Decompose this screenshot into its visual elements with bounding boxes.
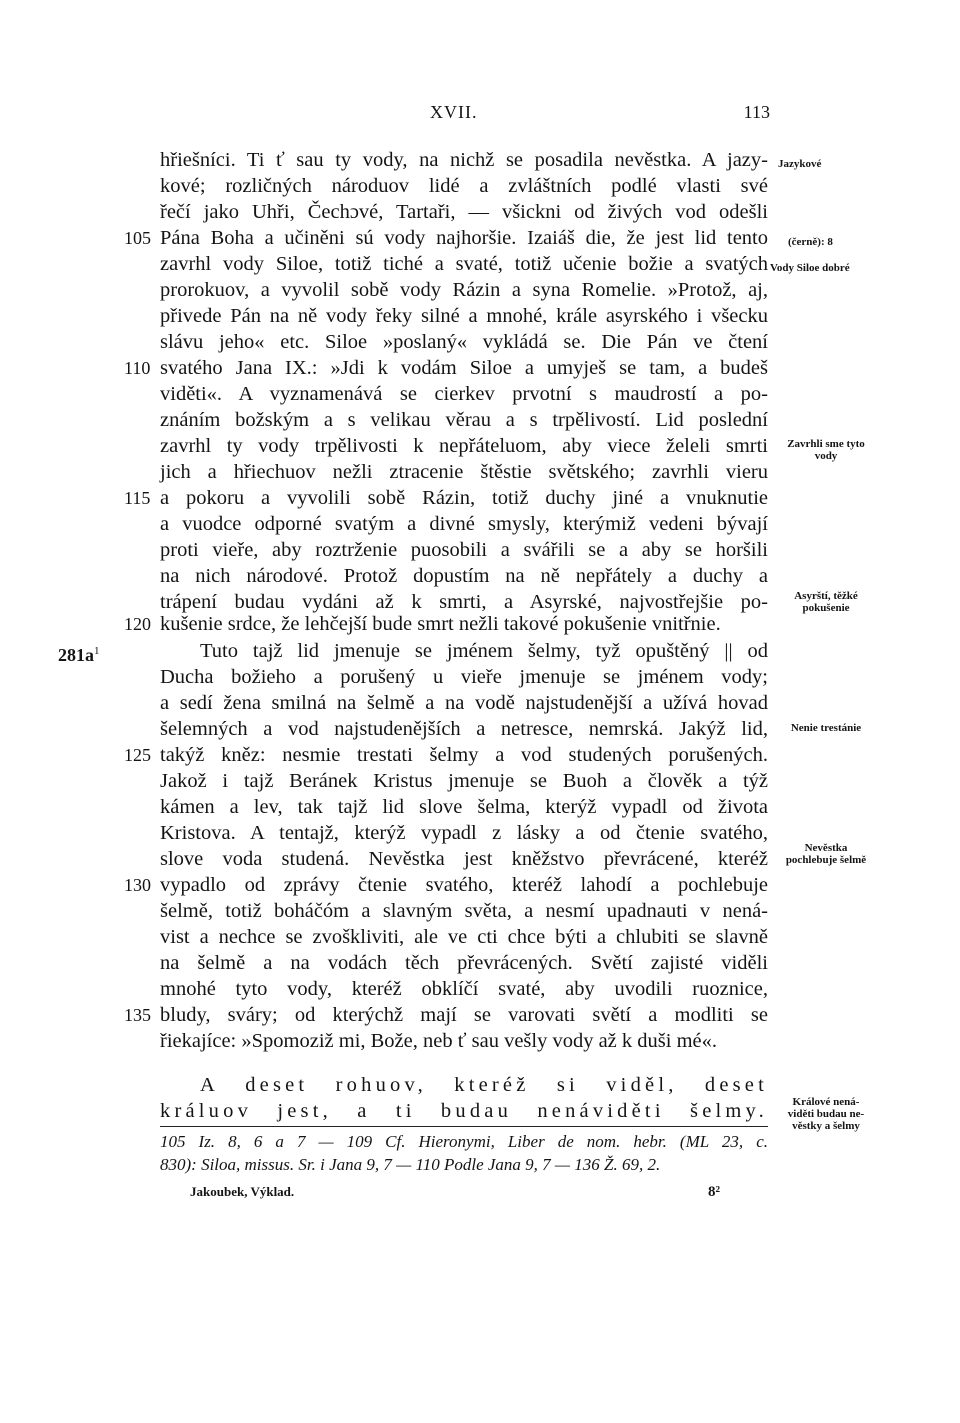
text-line: vist a nechce se zvoškliviti, ale ve cti chce býti a chlubiti se slavně <box>160 926 768 948</box>
footnote-line: 105 Iz. 8, 6 a 7 — 109 Cf. Hieronymi, Liber de nom. hebr. (ML 23, c. <box>160 1132 768 1151</box>
text-line: jich a hřiechuov nežli ztracenie štěstie světského; zavrhli vieru <box>160 461 768 483</box>
text-line: A deset rohuov, kteréž si viděl, deset <box>200 1074 768 1096</box>
margin-note: Zavrhli sme tyto vody <box>787 438 865 462</box>
margin-note: Nevěstka pochlebuje šelmě <box>785 842 867 866</box>
text-line: vypadlo od zprávy čtenie svatého, kteréž lahodí a pochlebuje <box>160 874 768 896</box>
line-number: 130 <box>124 875 151 895</box>
folio-mark <box>58 638 100 664</box>
text-line: Jakož i tajž Beránek Kristus jmenuje se Buoh a člověk a týž <box>160 770 768 792</box>
margin-note: Nenie trestánie <box>790 722 862 734</box>
line-number: 110 <box>124 358 151 378</box>
text-line: slove voda studená. Nevěstka jest kněžstvo převrácené, kteréž <box>160 848 768 870</box>
text-line: zavrhl vody Siloe, totiž tiché a svaté, totiž učenie božie a svatých <box>160 253 768 275</box>
text-line: bludy, sváry; od kterýchž mají se varovati světí a modliti se <box>160 1004 768 1026</box>
line-number: 120 <box>124 614 151 634</box>
imprint-title: Jakoubek, Výklad. <box>190 1184 295 1199</box>
text-line: přivede Pán na ně vody řeky silné a mnohé, krále asyrského i všecku <box>160 305 768 327</box>
text-line: kušenie srdce, že lehčejší bude smrt nežli takové pokušenie vnitřnie. <box>160 613 721 635</box>
footnote-rule <box>160 1126 768 1127</box>
folio-superscript: 1 <box>94 645 100 657</box>
text-line: zavrhl ty vody trpělivosti k nepřáteluom, aby viece želeli smrti <box>160 435 768 457</box>
text-line: hřiešníci. Ti ť sau ty vody, na nichž se posadila nevěstka. A jazy- <box>160 149 768 171</box>
text-line: Pána Boha a učiněni sú vody najhoršie. Izaiáš die, že jest lid tento <box>160 227 768 249</box>
line-number: 125 <box>124 745 151 765</box>
text-line: Tuto tajž lid jmenuje se jménem šelmy, tyž opuštěný || od <box>200 640 768 662</box>
text-line: trápení budau vydáni až k smrti, a Asyrské, najvostřejšie po- <box>160 591 768 613</box>
imprint <box>160 1184 768 1206</box>
text-line: na nich národové. Protož dopustím na ně nepřátely a duchy a <box>160 565 768 587</box>
text-line: proti vieře, aby roztrženie puosobili a svářili se a aby se horšili <box>160 539 768 561</box>
text-line: kové; rozličných národuov lidé a zvláštních podlé vlasti své <box>160 175 768 197</box>
page-number: 113 <box>743 102 770 122</box>
text-line: a pokoru a vyvolili sobě Rázin, totiž duchy jiné a vnuknutie <box>160 487 768 509</box>
text-line: Ducha božieho a porušený u vieře jmenuje se jménem vody; <box>160 666 768 688</box>
text-line: Kristova. A tentajž, kterýž vypadl z lásky a od čtenie svatého, <box>160 822 768 844</box>
text-line: slávu jeho« etc. Siloe »poslaný« vykládá se. Die Pán ve čtení <box>160 331 768 353</box>
text-line: viděti«. A vyznamenává se cierkev prvotní s maudrostí a po- <box>160 383 768 405</box>
text-line: králuov jest, a ti budau nenáviděti šelmy. <box>160 1100 768 1122</box>
margin-note: Králové nená- viděti budau ne- věstky a šelmy <box>787 1096 865 1132</box>
text-line: kámen a lev, tak tajž lid slove šelma, kterýž vypadl od života <box>160 796 768 818</box>
text-line: mnohé tyto vody, kteréž obklíčí svaté, aby uvodili ruoznice, <box>160 978 768 1000</box>
line-number: 105 <box>124 228 151 248</box>
signature-mark: 8² <box>708 1184 720 1200</box>
text-line: znáním božským a s velikau věrau a s trpělivostí. Lid poslední <box>160 409 768 431</box>
text-line: svatého Jana IX.: »Jdi k vodám Siloe a umyješ se tam, a budeš <box>160 357 768 379</box>
margin-note: (černě): 8 <box>788 236 833 248</box>
margin-note: Jazykové <box>778 158 822 170</box>
margin-note: Asyrští, těžké pokušenie <box>794 590 858 614</box>
text-line: řiekajíce: »Spomoziž mi, Bože, neb ť sau vešly vody až k duši mé«. <box>160 1030 718 1052</box>
text-line: šelmě, totiž boháčóm a slavným světa, a nesmí upadnauti v nená- <box>160 900 768 922</box>
footnote-line: 830): Siloa, missus. Sr. i Jana 9, 7 — 110 Podle Jana 9, 7 — 136 Ž. 69, 2. <box>160 1155 661 1174</box>
chapter-number: XVII. <box>430 102 478 122</box>
running-head <box>160 102 770 126</box>
text-line: šelemných a vod najstudenějších a netresce, nemrská. Jakýž lid, <box>160 718 768 740</box>
line-number: 135 <box>124 1005 151 1025</box>
text-line: a sedí žena smilná na šelmě a na vodě najstudenější a užívá hovad <box>160 692 768 714</box>
text-line: prorokuov, a vyvolil sobě vody Rázin a syna Romelie. »Protož, aj, <box>160 279 768 301</box>
margin-note: Vody Siloe dobré <box>770 262 850 274</box>
text-line: řečí jako Uhři, Čechɔvé, Tartaři, — všickni od živých vod odešli <box>160 201 768 223</box>
line-number: 115 <box>124 488 151 508</box>
text-line: na šelmě a na vodách těch převrácených. Světí zajisté viděli <box>160 952 768 974</box>
text-line: a vuodce odporné svatým a divné smysly, kterýmiž vedeni bývají <box>160 513 768 535</box>
text-line: takýž kněz: nesmie trestati šelmy a vod studených porušených. <box>160 744 768 766</box>
folio-label: 281a <box>58 645 94 665</box>
